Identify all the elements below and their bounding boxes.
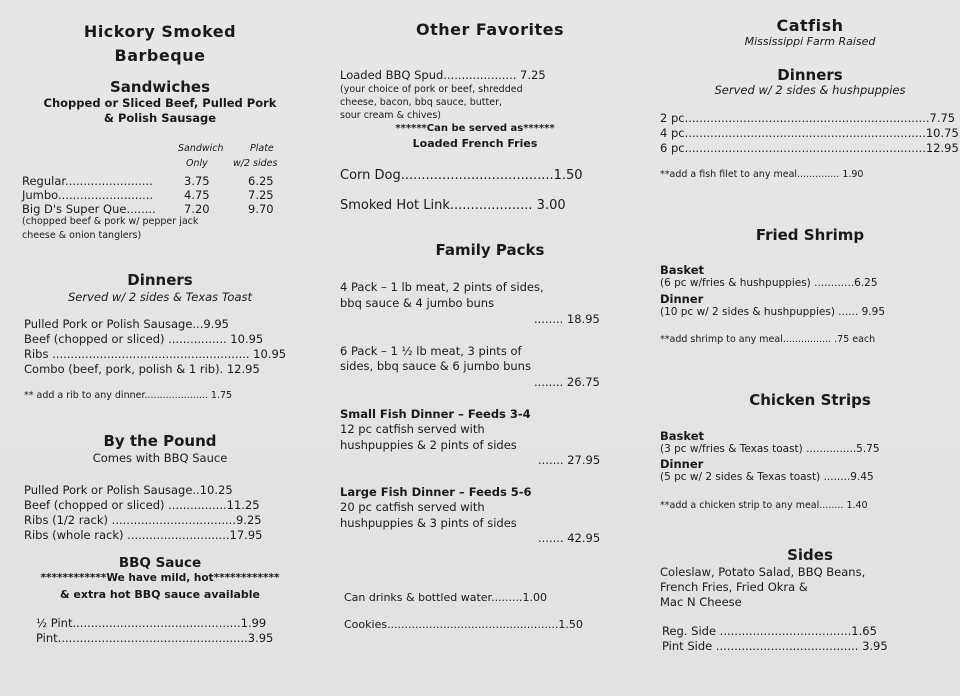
plate-row-price: 9.70 bbox=[248, 202, 274, 216]
corn-dog-item: Corn Dog.....................................1.50 bbox=[340, 168, 583, 183]
sandwich-note-line1: (chopped beef & pork w/ pepper jack bbox=[22, 216, 199, 227]
catfish-dinners-subheading: Served w/ 2 sides & hushpuppies bbox=[714, 83, 906, 97]
strips-basket-label: Basket bbox=[660, 429, 705, 443]
dinners-heading: Dinners bbox=[127, 271, 193, 289]
shrimp-dinner-desc: (10 pc w/ 2 sides & hushpuppies) ...... 9.95 bbox=[660, 306, 886, 318]
drinks-item: Can drinks & bottled water.........1.00 bbox=[344, 591, 548, 604]
pack-line: Large Fish Dinner – Feeds 5-6 bbox=[340, 485, 532, 499]
shrimp-addon-note: **add shrimp to any meal................ .75 each bbox=[660, 334, 876, 345]
pack-price: ........ 18.95 bbox=[534, 312, 600, 326]
spud-desc: cheese, bacon, bbq sauce, butter, bbox=[340, 97, 502, 108]
sauce-row: ½ Pint..............................................1.99 bbox=[36, 616, 267, 630]
col-header-only: Only bbox=[186, 158, 208, 169]
col-header-sandwich: Sandwich bbox=[178, 143, 224, 154]
hot-link-item: Smoked Hot Link.................... 3.00 bbox=[340, 198, 566, 213]
spud-desc: sour cream & chives) bbox=[340, 110, 442, 121]
strips-basket-desc: (3 pc w/fries & Texas toast) ...............5.75 bbox=[660, 443, 880, 455]
spud-served-as: ******Can be served as****** bbox=[395, 123, 555, 134]
plate-row-price: 7.25 bbox=[248, 188, 274, 202]
pack-price: ........ 26.75 bbox=[534, 375, 600, 389]
pound-row: Ribs (1/2 rack) ..................................9.25 bbox=[24, 513, 262, 527]
fried-shrimp-heading: Fried Shrimp bbox=[755, 226, 865, 244]
catfish-heading: Catfish bbox=[776, 16, 844, 35]
pack-line: Small Fish Dinner – Feeds 3-4 bbox=[340, 407, 531, 421]
catfish-dinners-heading: Dinners bbox=[777, 66, 843, 84]
sandwiches-heading: Sandwiches bbox=[109, 78, 210, 96]
spud-desc: (your choice of pork or beef, shredded bbox=[340, 84, 523, 95]
pack-line: 12 pc catfish served with bbox=[340, 422, 485, 436]
spud-loaded-fries: Loaded French Fries bbox=[412, 137, 538, 150]
dinner-row: Beef (chopped or sliced) ................ 10.95 bbox=[24, 332, 264, 346]
strips-dinner-label: Dinner bbox=[660, 457, 704, 471]
pack-line: 6 Pack – 1 ½ lb meat, 3 pints of bbox=[340, 344, 522, 358]
pack-line: 4 Pack – 1 lb meat, 2 pints of sides, bbox=[340, 280, 544, 294]
reg-side-price: Reg. Side ....................................1.65 bbox=[662, 624, 877, 638]
sides-list-line: Coleslaw, Potato Salad, BBQ Beans, bbox=[660, 565, 866, 579]
bbq-sauce-note-line2: & extra hot BBQ sauce available bbox=[59, 588, 261, 601]
col-header-with-sides: w/2 sides bbox=[233, 158, 278, 169]
family-packs-heading: Family Packs bbox=[435, 241, 545, 259]
catfish-subheading: Mississippi Farm Raised bbox=[744, 35, 876, 48]
catfish-dinner-row: 2 pc...................................................................7.75 bbox=[660, 111, 956, 125]
pack-line: 20 pc catfish served with bbox=[340, 500, 485, 514]
pack-price: ....... 27.95 bbox=[538, 453, 601, 467]
pound-row: Ribs (whole rack) ............................17.95 bbox=[24, 528, 263, 542]
sandwich-row-label: Jumbo.......................... bbox=[22, 188, 154, 202]
fish-addon-note: **add a fish filet to any meal.............. 1.90 bbox=[660, 169, 864, 180]
sides-list-line: French Fries, Fried Okra & bbox=[660, 580, 808, 594]
dinner-addon-note: ** add a rib to any dinner..................... 1.75 bbox=[24, 390, 233, 401]
pint-side-price: Pint Side ....................................... 3.95 bbox=[662, 639, 888, 653]
sandwich-row-price: 7.20 bbox=[184, 202, 210, 216]
col-header-plate: Plate bbox=[250, 143, 274, 154]
pound-row: Beef (chopped or sliced) ................11.25 bbox=[24, 498, 260, 512]
pound-row: Pulled Pork or Polish Sausage..10.25 bbox=[24, 483, 233, 497]
sandwich-note-line2: cheese & onion tanglers) bbox=[22, 230, 142, 241]
dinner-row: Combo (beef, pork, polish & 1 rib). 12.95 bbox=[24, 362, 260, 376]
pack-line: sides, bbq sauce & 6 jumbo buns bbox=[340, 359, 531, 373]
catfish-dinner-row: 4 pc..................................................................10.75 bbox=[660, 126, 959, 140]
sandwich-row-label: Regular........................ bbox=[22, 174, 153, 188]
bbq-sauce-note-line1: ************We have mild, hot************ bbox=[40, 572, 280, 584]
restaurant-title-line1: Hickory Smoked bbox=[83, 22, 237, 41]
sides-list-line: Mac N Cheese bbox=[660, 595, 742, 609]
strips-dinner-desc: (5 pc w/ 2 sides & Texas toast) ........9.45 bbox=[660, 471, 874, 483]
sauce-row: Pint....................................................3.95 bbox=[36, 631, 274, 645]
bbq-sauce-heading: BBQ Sauce bbox=[118, 555, 202, 571]
dinner-row: Pulled Pork or Polish Sausage...9.95 bbox=[24, 317, 229, 331]
by-the-pound-heading: By the Pound bbox=[103, 432, 217, 450]
restaurant-title-line2: Barbeque bbox=[114, 46, 206, 65]
other-favorites-heading: Other Favorites bbox=[415, 20, 565, 39]
strips-addon-note: **add a chicken strip to any meal........ 1.40 bbox=[660, 500, 868, 511]
plate-row-price: 6.25 bbox=[248, 174, 274, 188]
sandwich-row-price: 4.75 bbox=[184, 188, 210, 202]
catfish-dinner-row: 6 pc..................................................................12.95 bbox=[660, 141, 959, 155]
chicken-strips-heading: Chicken Strips bbox=[749, 391, 871, 409]
sandwich-row-label: Big D's Super Que........ bbox=[22, 202, 156, 216]
pack-price: ....... 42.95 bbox=[538, 531, 601, 545]
by-the-pound-subheading: Comes with BBQ Sauce bbox=[92, 451, 228, 465]
dinners-subheading: Served w/ 2 sides & Texas Toast bbox=[67, 290, 253, 304]
cookies-item: Cookies.................................................1.50 bbox=[344, 618, 583, 631]
pack-line: bbq sauce & 4 jumbo buns bbox=[340, 296, 495, 310]
spud-title: Loaded BBQ Spud.................... 7.25 bbox=[340, 68, 546, 82]
dinner-row: Ribs ...................................................... 10.95 bbox=[24, 347, 287, 361]
pack-line: hushpuppies & 2 pints of sides bbox=[340, 438, 517, 452]
shrimp-basket-label: Basket bbox=[660, 263, 705, 277]
sandwiches-desc-line1: Chopped or Sliced Beef, Pulled Pork bbox=[43, 96, 277, 110]
shrimp-basket-desc: (6 pc w/fries & hushpuppies) ............6.25 bbox=[660, 277, 878, 289]
sides-heading: Sides bbox=[787, 546, 833, 564]
pack-line: hushpuppies & 3 pints of sides bbox=[340, 516, 517, 530]
sandwiches-desc-line2: & Polish Sausage bbox=[103, 111, 217, 125]
sandwich-row-price: 3.75 bbox=[184, 174, 210, 188]
shrimp-dinner-label: Dinner bbox=[660, 292, 704, 306]
